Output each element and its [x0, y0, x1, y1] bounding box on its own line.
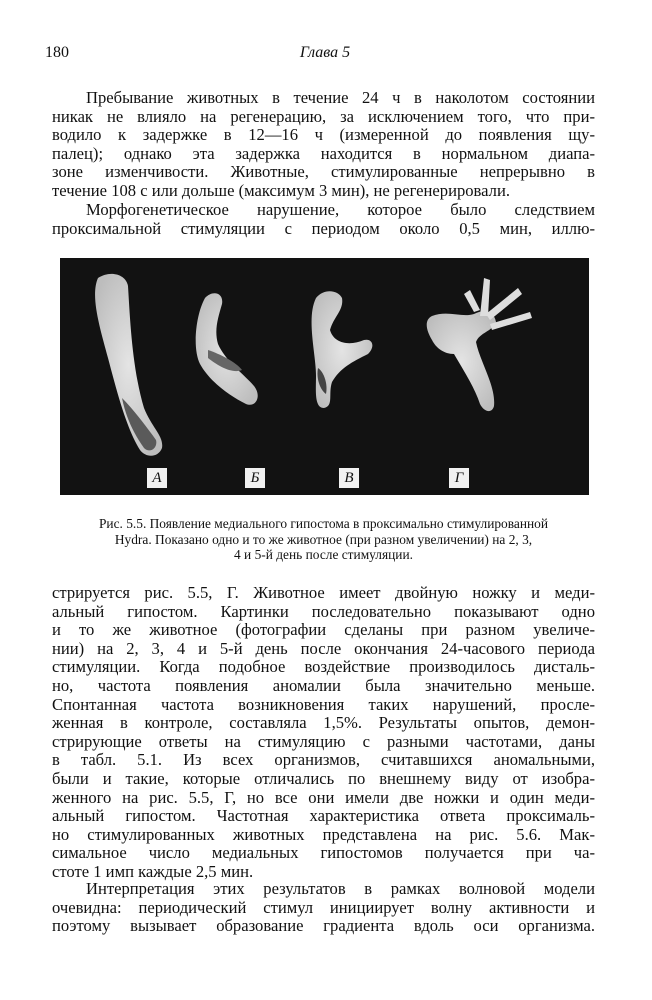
- text-line: и то же животное (фотографии сделаны при разном увеличе-: [52, 620, 595, 640]
- paragraph-2: [52, 201, 595, 238]
- page-number: 180: [45, 44, 69, 61]
- text-line: стрируется рис. 5.5, Г. Животное имеет двойную ножку и меди-: [52, 583, 595, 602]
- text-line: течение 108 с или дольше (максимум 3 мин), не регенерировали.: [52, 180, 510, 200]
- text-line: нии) на 2, 3, 4 и 5-й день после окончания 24-часового периода: [52, 638, 595, 658]
- text-line: зоне изменчивости. Животные, стимулированные непрерывно в: [52, 162, 595, 182]
- figure-caption: [52, 516, 595, 563]
- text-line: водило к задержке в 12—16 ч (измеренной до появления щу-: [52, 125, 595, 145]
- text-line: симальное число медиальных гипостомов получается при ча-: [52, 843, 595, 863]
- paragraph-1: [52, 89, 595, 201]
- text-line: Морфогенетическое нарушение, которое было следствием: [86, 200, 595, 219]
- running-head: Глава 5: [299, 44, 351, 61]
- text-line: женная в контроле, составляла 1,5%. Результаты опытов, демон-: [52, 713, 595, 733]
- panel-label-b: Б: [245, 468, 265, 488]
- text-line: в табл. 5.1. Из всех организмов, считавшихся аномальными,: [52, 750, 595, 770]
- text-line: альный гипостом. Картинки последовательно показывают одно: [52, 601, 595, 621]
- text-line: но, частота появления аномалии была значительно меньше.: [52, 675, 595, 695]
- hydra-photographs: [60, 258, 589, 495]
- text-line: стимуляции. Когда подобное воздействие производилось дисталь-: [52, 657, 595, 677]
- caption-line: 4 и 5-й день после стимуляции.: [234, 547, 413, 562]
- hydra-photo-figure: [60, 258, 589, 495]
- text-line: никак не влияло на регенерацию, за исключением того, что при-: [52, 106, 595, 126]
- caption-line: Рис. 5.5. Появление медиального гипостома в проксимально стимулированной: [98, 516, 549, 531]
- text-line: поэтому вызывает образование градиента вдоль оси организма.: [52, 916, 595, 936]
- page-header: [45, 44, 605, 66]
- panel-label-c: В: [339, 468, 359, 488]
- text-line: очевидна: периодический стимул инициирует волну активности и: [52, 897, 595, 917]
- panel-label-a: А: [147, 468, 167, 488]
- caption-line: Hydra. Показано одно и то же животное (при разном увеличении) на 2, 3,: [114, 531, 533, 547]
- text-line: стоте 1 имп каждые 2,5 мин.: [52, 861, 254, 881]
- text-line: Интерпретация этих результатов в рамках волновой модели: [86, 879, 595, 898]
- text-line: стрирующие ответы на стимуляцию с разными частотами, даны: [52, 731, 595, 751]
- text-line: женного на рис. 5.5, Г, но все они имели две ножки и один меди-: [52, 787, 595, 807]
- hydra-panel-a-image: [95, 274, 162, 456]
- panel-label-d: Г: [449, 468, 469, 488]
- text-line: проксимальной стимуляции с периодом около 0,5 мин, иллю-: [52, 218, 595, 238]
- text-line: но стимулированных животных представлена на рис. 5.6. Мак-: [52, 824, 595, 844]
- paragraph-3: [52, 584, 595, 882]
- text-line: Пребывание животных в течение 24 ч в наколотом состоянии: [86, 88, 595, 107]
- hydra-panel-c-image: [312, 291, 373, 408]
- text-line: Спонтанная частота возникновения таких нарушений, просле-: [52, 694, 595, 714]
- hydra-panel-b-image: [196, 293, 258, 405]
- hydra-panel-d-image: [427, 278, 532, 411]
- text-line: палец); однако эта задержка находится в нормальном диапа-: [52, 143, 595, 163]
- text-line: альный гипостом. Частотная характеристика ответа проксималь-: [52, 806, 595, 826]
- paragraph-4: [52, 880, 595, 936]
- text-line: были и такие, которые отличались по внешнему виду от изобра-: [52, 768, 595, 788]
